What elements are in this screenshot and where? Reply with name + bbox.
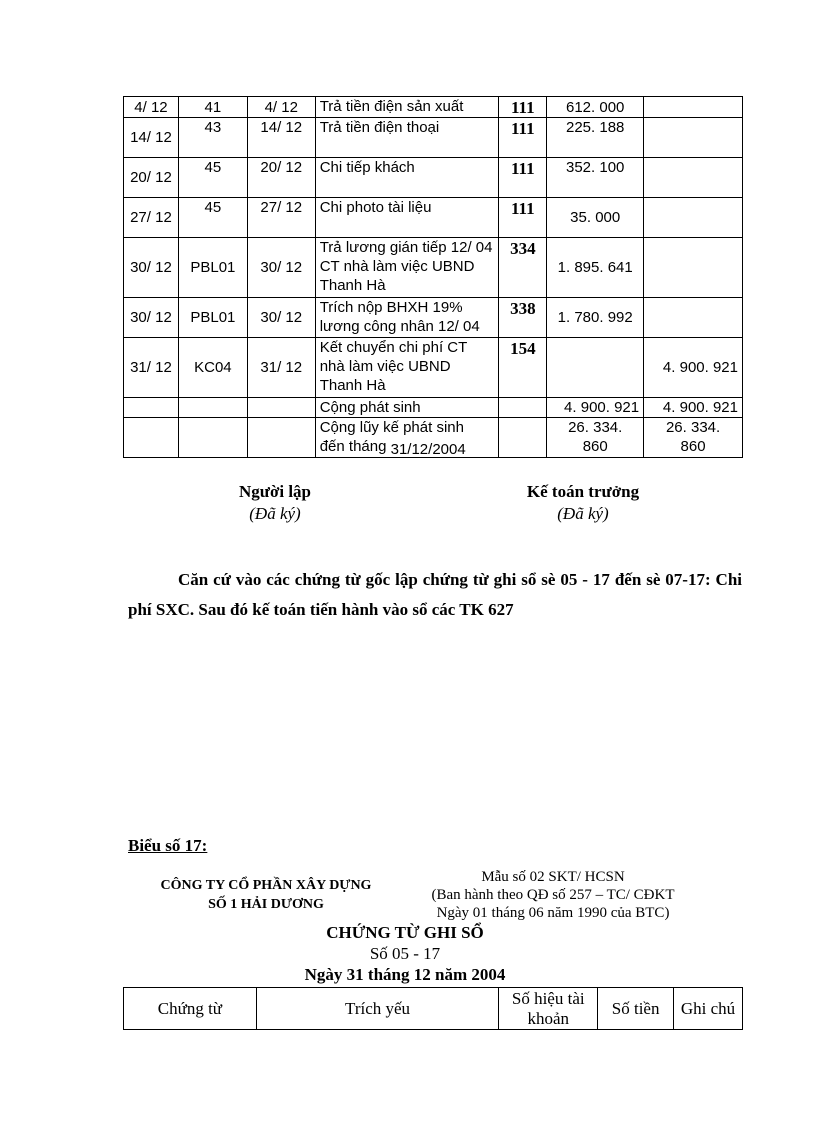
cell-debit: 35. 000 [547, 198, 644, 238]
cell-doc-date: 20/ 12 [247, 158, 315, 198]
body-paragraph: Căn cứ vào các chứng từ gốc lập chứng từ ghi sổ sè 05 - 17 đến sè 07-17: Chi phí SXC. Sau đó kế toán tiến hành vào sổ các TK 627 [128, 570, 742, 619]
cell-doc-date: 14/ 12 [247, 118, 315, 158]
chief-accountant-status: (Đã ký) [557, 504, 609, 523]
cell-credit [644, 158, 743, 198]
total-label: Cộng phát sinh [315, 398, 499, 418]
cell-doc-no: KC04 [178, 338, 247, 398]
company-line2: SỐ 1 HẢI DƯƠNG [208, 897, 324, 912]
cell-description: Trả tiền điện thoại [315, 118, 499, 158]
table-row [124, 118, 743, 158]
cell-account: 111 [499, 198, 547, 238]
document-title: CHỨNG TỪ GHI SỔ [326, 923, 484, 942]
cell-debit: 225. 188 [547, 118, 644, 158]
col-header-amount: Số tiền [598, 988, 674, 1030]
chief-accountant-signature [500, 481, 666, 525]
cell-doc-no: 45 [178, 158, 247, 198]
cell-date: 20/ 12 [124, 158, 179, 198]
cell-description: Trả lương gián tiếp 12/ 04 CT nhà làm việc UBND Thanh Hà [315, 238, 499, 298]
template-line3: Ngày 01 tháng 06 năm 1990 của BTC) [436, 905, 670, 921]
form-label: Biểu số 17: [128, 836, 208, 855]
col-header-document: Chứng từ [124, 988, 257, 1030]
total-row [124, 398, 743, 418]
template-line1: Mẫu số 02 SKT/ HCSN [481, 869, 625, 885]
cell-doc-no: 41 [178, 97, 247, 118]
cell-description: Chi photo tài liệu [315, 198, 499, 238]
preparer-status: (Đã ký) [249, 504, 301, 523]
col-header-account-no: Số hiệu tài khoản [499, 988, 598, 1030]
cell-debit [547, 338, 644, 398]
ledger-table [123, 96, 743, 458]
cell-doc-no: PBL01 [178, 298, 247, 338]
cell-credit: 4. 900. 921 [644, 338, 743, 398]
cell-account: 111 [499, 97, 547, 118]
col-header-note: Ghi chú [674, 988, 743, 1030]
cumulative-label-line2: đến tháng [319, 438, 387, 455]
cumulative-row [124, 418, 743, 458]
chief-accountant-role: Kế toán trưởng [526, 482, 640, 501]
cell-description: Trả tiền điện sản xuất [315, 97, 499, 118]
cell-doc-date: 31/ 12 [247, 338, 315, 398]
cell-date: 27/ 12 [124, 198, 179, 238]
cumulative-debit: 26. 334. 860 [547, 418, 644, 458]
cell-doc-no: 43 [178, 118, 247, 158]
cell-account: 334 [499, 238, 547, 298]
company-line1: CÔNG TY CỔ PHẦN XÂY DỰNG [160, 878, 372, 893]
cell-credit [644, 118, 743, 158]
table-row [124, 97, 743, 118]
cell-date: 30/ 12 [124, 298, 179, 338]
table-row [124, 158, 743, 198]
cell-account: 111 [499, 158, 547, 198]
preparer-signature [200, 481, 350, 525]
cumulative-label-date: 31/12/2004 [390, 441, 466, 458]
cell-doc-no: PBL01 [178, 238, 247, 298]
total-credit: 4. 900. 921 [644, 398, 743, 418]
cell-debit: 1. 895. 641 [547, 238, 644, 298]
cell-credit [644, 298, 743, 338]
table-row [124, 198, 743, 238]
cumulative-credit: 26. 334. 860 [644, 418, 743, 458]
table-row [124, 238, 743, 298]
cell-date: 14/ 12 [124, 118, 179, 158]
preparer-role: Người lập [238, 482, 312, 501]
col-header-summary: Trích yếu [256, 988, 499, 1030]
table-row [124, 338, 743, 398]
cell-doc-date: 27/ 12 [247, 198, 315, 238]
cell-date: 31/ 12 [124, 338, 179, 398]
document-title-block [300, 922, 510, 985]
cell-doc-date: 4/ 12 [247, 97, 315, 118]
cell-doc-date: 30/ 12 [247, 238, 315, 298]
cumulative-label-line1: Cộng lũy kế phát sinh [319, 419, 464, 436]
cumulative-label [315, 418, 499, 458]
voucher-header-row [124, 988, 743, 1030]
cell-account: 154 [499, 338, 547, 398]
cell-account: 338 [499, 298, 547, 338]
voucher-table [123, 987, 743, 1030]
cell-debit: 1. 780. 992 [547, 298, 644, 338]
cell-date: 4/ 12 [124, 97, 179, 118]
form-template-info [408, 868, 698, 922]
ledger-body [124, 97, 743, 458]
total-debit: 4. 900. 921 [547, 398, 644, 418]
company-name [148, 876, 384, 914]
cell-description: Trích nộp BHXH 19% lương công nhân 12/ 04 [315, 298, 499, 338]
table-row [124, 298, 743, 338]
cell-account: 111 [499, 118, 547, 158]
cell-description: Kết chuyển chi phí CT nhà làm việc UBND Thanh Hà [315, 338, 499, 398]
cell-credit [644, 238, 743, 298]
cell-debit: 612. 000 [547, 97, 644, 118]
cell-credit [644, 198, 743, 238]
cell-doc-date: 30/ 12 [247, 298, 315, 338]
document-number: Số 05 - 17 [369, 944, 441, 963]
cell-credit [644, 97, 743, 118]
cell-description: Chi tiếp khách [315, 158, 499, 198]
document-date: Ngày 31 tháng 12 năm 2004 [304, 965, 506, 984]
cell-doc-no: 45 [178, 198, 247, 238]
cell-date: 30/ 12 [124, 238, 179, 298]
cell-debit: 352. 100 [547, 158, 644, 198]
template-line2: (Ban hành theo QĐ số 257 – TC/ CĐKT [431, 887, 675, 903]
